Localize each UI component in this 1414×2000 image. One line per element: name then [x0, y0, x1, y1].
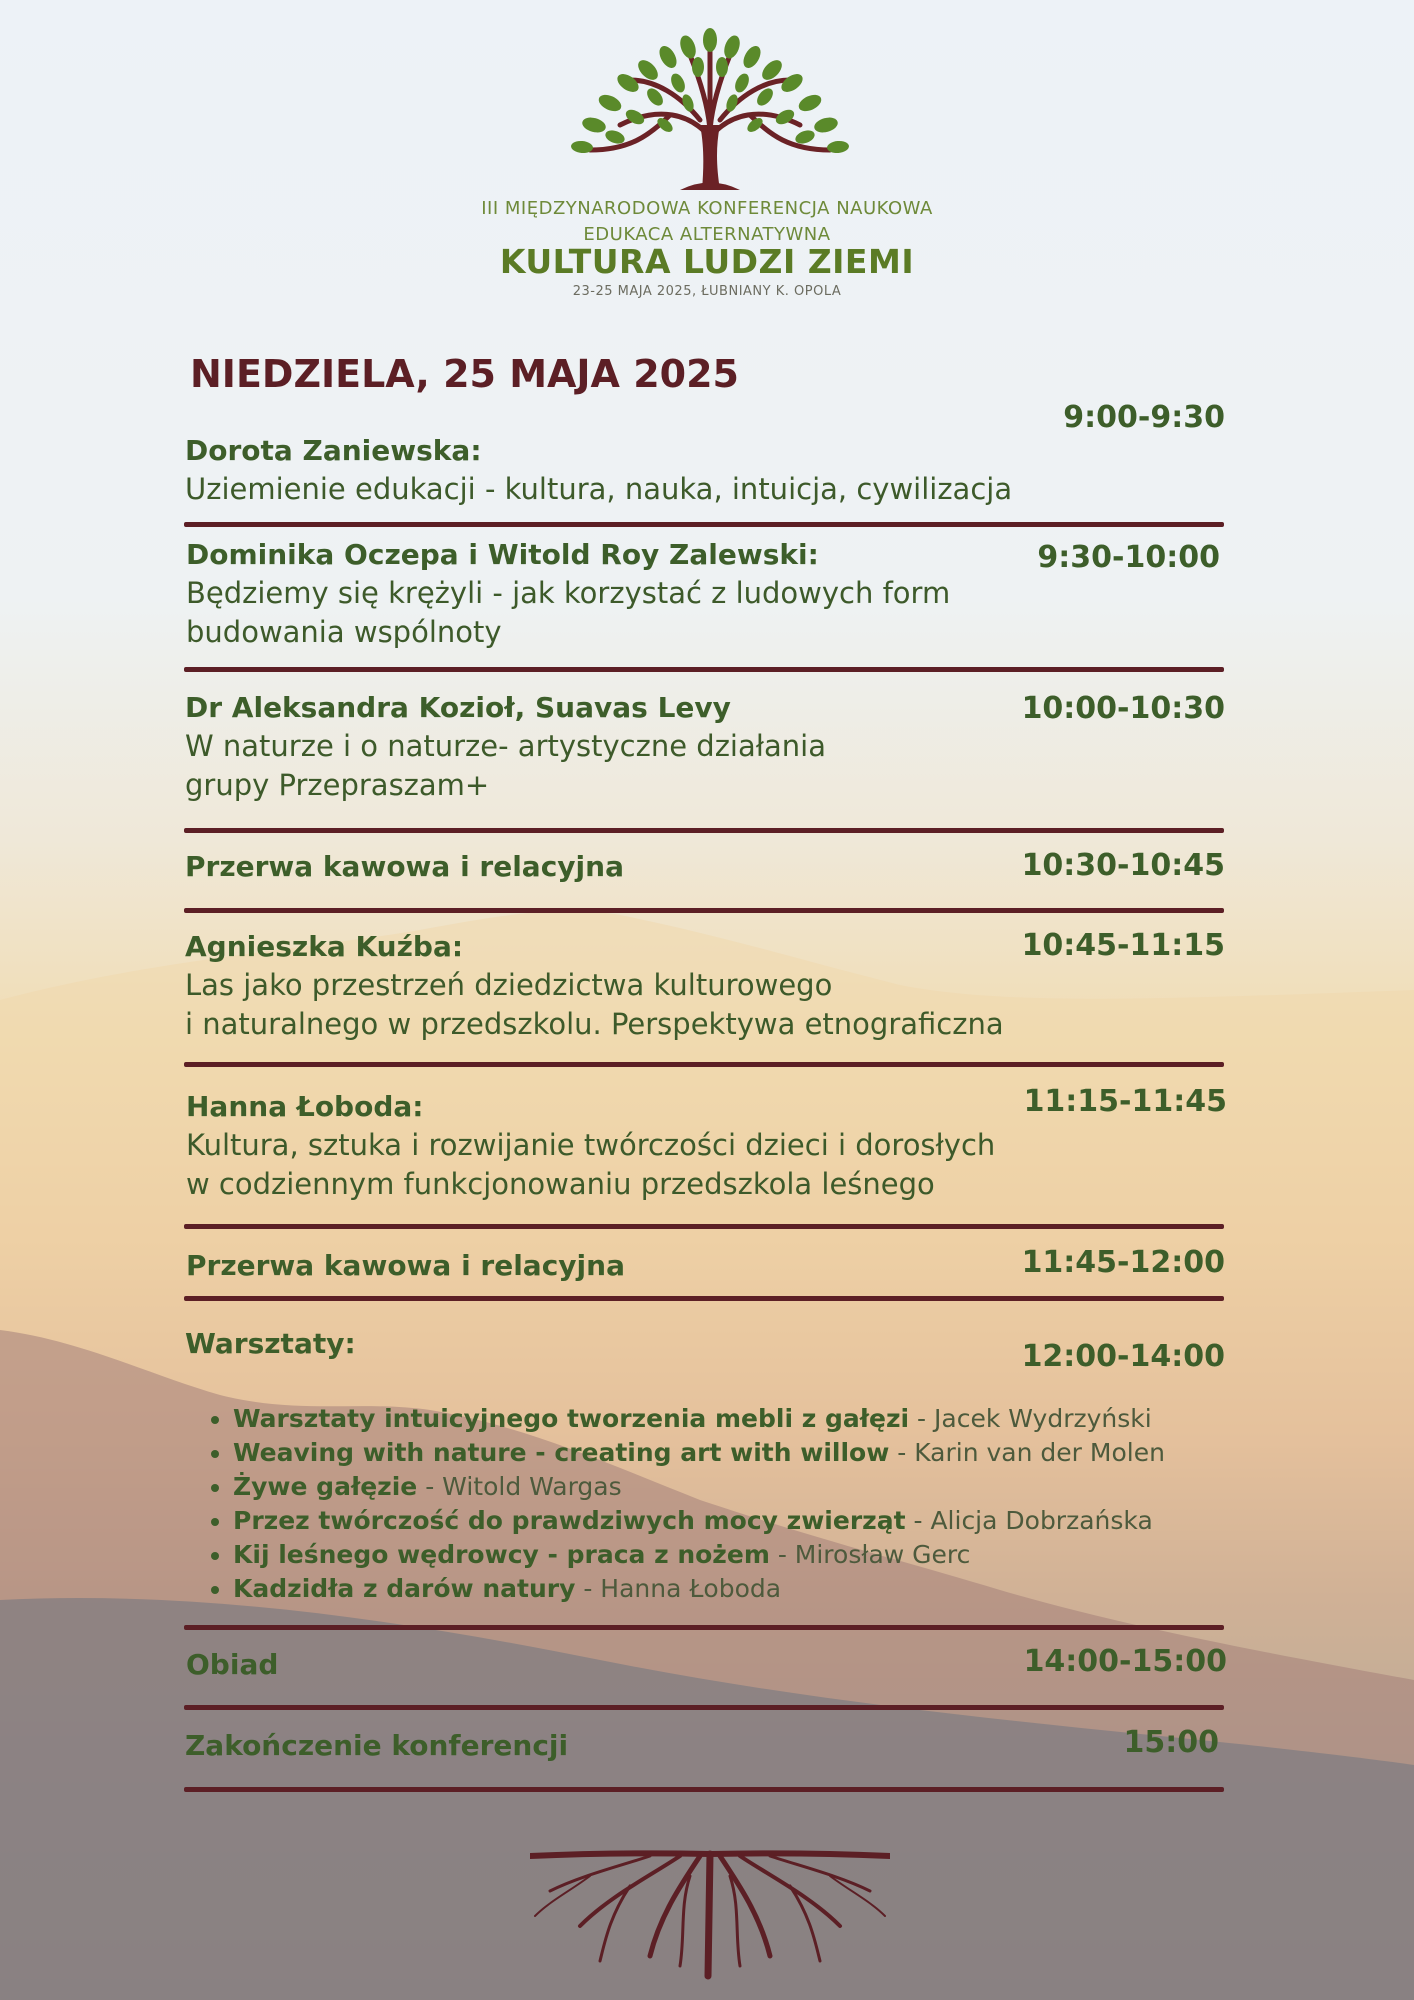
workshop-leader: - Witold Wargas — [417, 1472, 622, 1501]
session-item — [186, 1084, 1227, 1204]
session-item — [185, 848, 1225, 886]
conference-line1: III MIĘDZYNARODOWA KONFERENCJA NAUKOWA — [481, 198, 933, 219]
workshop-leader: - Karin van der Molen — [889, 1438, 1165, 1467]
session-time: 15:00 — [1123, 1725, 1219, 1760]
session-description: Uziemienie edukacji - kultura, nauka, intuicja, cywilizacja — [185, 472, 1013, 506]
session-speaker: Obiad — [186, 1648, 279, 1681]
list-item — [233, 1504, 1165, 1538]
session-description: Las jako przestrzeń dziedzictwa kulturowego — [185, 968, 833, 1002]
divider — [184, 1296, 1224, 1301]
session-speaker: Agnieszka Kuźba: — [185, 930, 464, 963]
session-description: Kultura, sztuka i rozwijanie twórczości dzieci i dorosłych — [186, 1128, 996, 1162]
session-item — [185, 689, 1225, 805]
workshop-leader: - Jacek Wydrzyński — [909, 1404, 1152, 1433]
session-time: 10:00-10:30 — [1021, 691, 1225, 726]
divider — [184, 1062, 1224, 1067]
divider — [184, 667, 1224, 672]
session-time: 9:00-9:30 — [1063, 400, 1225, 435]
session-description-line2: w codziennym funkcjonowaniu przedszkola leśnego — [186, 1167, 935, 1201]
session-item — [185, 400, 1225, 509]
session-speaker: Przerwa kawowa i relacyjna — [186, 1249, 625, 1282]
session-time: 14:00-15:00 — [1023, 1644, 1227, 1679]
divider — [184, 1625, 1224, 1630]
session-speaker: Hanna Łoboda: — [186, 1090, 424, 1123]
divider — [184, 522, 1224, 527]
session-time: 11:15-11:45 — [1023, 1084, 1227, 1119]
divider — [184, 828, 1224, 833]
workshop-title: Warsztaty intuicyjnego tworzenia mebli z gałęzi — [233, 1404, 910, 1433]
session-speaker: Dominika Oczepa i Witold Roy Zalewski: — [186, 538, 819, 571]
list-item — [233, 1402, 1165, 1436]
session-item — [185, 1325, 1225, 1374]
conference-subtitle — [0, 196, 1414, 248]
day-heading: NIEDZIELA, 25 MAJA 2025 — [190, 352, 739, 396]
divider — [184, 1705, 1224, 1710]
list-item — [233, 1470, 1165, 1504]
roots-icon — [530, 1846, 890, 1986]
workshops-heading: Warsztaty: — [185, 1327, 356, 1360]
session-item — [186, 536, 1226, 652]
divider — [184, 1787, 1224, 1792]
session-speaker: Przerwa kawowa i relacyjna — [185, 850, 624, 883]
session-time: 10:30-10:45 — [1021, 848, 1225, 883]
session-time: 11:45-12:00 — [1021, 1245, 1225, 1280]
session-speaker: Dorota Zaniewska: — [185, 434, 482, 467]
conference-title: KULTURA LUDZI ZIEMI — [499, 242, 915, 281]
tree-logo-icon — [570, 25, 850, 195]
session-description: W naturze i o naturze- artystyczne działania — [185, 729, 826, 763]
session-item — [186, 1247, 1226, 1285]
session-description-line2: i naturalnego w przedszkolu. Perspektywa etnograficzna — [185, 1007, 1004, 1041]
workshop-leader: - Hanna Łoboda — [575, 1574, 782, 1603]
workshop-title: Kij leśnego wędrowcy - praca z nożem — [233, 1540, 770, 1569]
workshop-title: Żywe gałęzie — [233, 1472, 418, 1501]
conference-line2: EDUKACA ALTERNATYWNA — [583, 224, 831, 245]
session-item — [186, 1646, 1226, 1684]
session-time: 10:45-11:15 — [1021, 928, 1225, 963]
workshop-leader: - Alicja Dobrzańska — [905, 1506, 1153, 1535]
workshop-title: Przez twórczość do prawdziwych mocy zwierząt — [233, 1506, 906, 1535]
list-item — [233, 1436, 1165, 1470]
session-item — [185, 928, 1225, 1044]
divider — [184, 908, 1224, 913]
session-time: 12:00-14:00 — [1021, 1339, 1225, 1374]
divider — [184, 1224, 1224, 1229]
session-description-line2: grupy Przepraszam+ — [185, 768, 490, 802]
session-speaker: Dr Aleksandra Kozioł, Suavas Levy — [185, 691, 731, 724]
session-item — [185, 1727, 1225, 1765]
conference-date: 23-25 MAJA 2025, ŁUBNIANY K. OPOLA — [572, 284, 842, 299]
session-description: Będziemy się krężyli - jak korzystać z ludowych form — [186, 576, 951, 610]
session-time: 9:30-10:00 — [1037, 540, 1220, 575]
workshop-list — [200, 1402, 1165, 1606]
list-item — [233, 1538, 1165, 1572]
session-description-line2: budowania wspólnoty — [186, 615, 502, 649]
workshop-leader: - Mirosław Gerc — [769, 1540, 971, 1569]
workshop-title: Weaving with nature - creating art with willow — [233, 1438, 890, 1467]
list-item — [233, 1572, 1165, 1606]
workshop-title: Kadzidła z darów natury — [233, 1574, 576, 1603]
session-speaker: Zakończenie konferencji — [185, 1729, 569, 1762]
